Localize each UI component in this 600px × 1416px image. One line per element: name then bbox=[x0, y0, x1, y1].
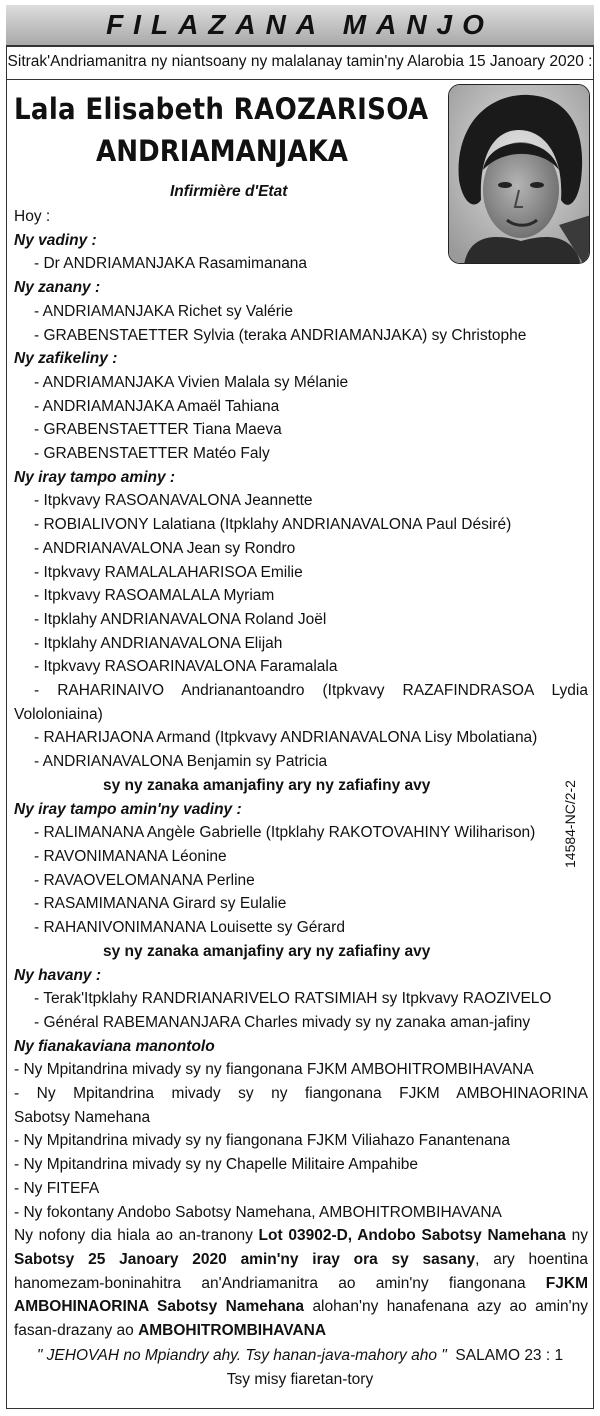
list-item: - Dr ANDRIAMANJAKA Rasamimanana bbox=[34, 255, 308, 273]
divider bbox=[6, 79, 594, 80]
notice-body bbox=[14, 205, 588, 1343]
list-item: - RALIMANANA Angèle Gabrielle (Itpklahy RAKOTOVAHINY Wiliharison) bbox=[34, 824, 536, 842]
reference-code: 14584-NC/2-2 bbox=[562, 780, 578, 868]
list-item: - GRABENSTAETTER Sylvia (teraka ANDRIAMANJAKA) sy Christophe bbox=[34, 326, 527, 344]
list-item-continuation: Vololoniaina) bbox=[14, 705, 103, 723]
section-closing: sy ny zanaka amanjafiny ary ny zafiafiny avy bbox=[103, 776, 431, 794]
section-closing: sy ny zanaka amanjafiny ary ny zafiafiny avy bbox=[103, 942, 431, 960]
announcement-date: Sabotsy 25 Janoary 2020 amin'ny iray ora sy sasany bbox=[14, 1250, 476, 1268]
announcement-church: FJKM AMBOHINAORINA Sabotsy Namehana bbox=[14, 1274, 588, 1316]
list-item: - Itpklahy ANDRIANAVALONA Roland Joël bbox=[34, 610, 327, 628]
list-item: - Terak'Itpklahy RANDRIANARIVELO RATSIMIAH sy Itpkvavy RAOZIVELO bbox=[34, 990, 552, 1008]
hoy-label: Hoy : bbox=[14, 208, 51, 225]
list-item: - Itpkvavy RASOARINAVALONA Faramalala bbox=[34, 658, 338, 676]
section-heading-fianakaviana: Ny fianakaviana manontolo bbox=[14, 1037, 215, 1055]
list-item: - RAHARINAIVO Andrianantoandro (Itpkvavy RAZAFINDRASOA Lydia bbox=[34, 682, 588, 700]
list-item: - RAVAOVELOMANANA Perline bbox=[34, 871, 255, 889]
announcement-text: , ary hoentina hanomezam-boninahitra an'Andriamanitra ao amin'ny fiangonana bbox=[14, 1250, 588, 1292]
footer-note: Tsy misy fiaretan-tory bbox=[226, 1371, 374, 1388]
list-item: - ANDRIANAVALONA Jean sy Rondro bbox=[34, 539, 296, 557]
intro-line: Sitrak'Andriamanitra ny niantsoany ny malalanay tamin'ny Alarobia 15 Janoary 2020 : bbox=[7, 53, 593, 70]
list-item: - RAHANIVONIMANANA Louisette sy Gérard bbox=[34, 919, 345, 937]
list-item: - ANDRIAMANJAKA Amaël Tahiana bbox=[34, 397, 280, 415]
list-item: - Ny fokontany Andobo Sabotsy Namehana, AMBOHITROMBIHAVANA bbox=[14, 1203, 502, 1221]
deceased-name-line1: Lala Elisabeth RAOZARISOA bbox=[14, 92, 429, 126]
announcement-text: alohan'ny hanafenana azy ao amin'ny fasan-drazany ao bbox=[14, 1298, 588, 1340]
section-heading-tampo: Ny iray tampo aminy : bbox=[14, 468, 176, 486]
quote-reference: SALAMO 23 : 1 bbox=[455, 1347, 564, 1364]
banner-title: FILAZANA MANJO bbox=[6, 5, 594, 47]
section-heading-zafikeliny: Ny zafikeliny : bbox=[14, 350, 118, 368]
list-item: - Itpkvavy RAMALALAHARISOA Emilie bbox=[34, 563, 303, 581]
announcement-text: Ny nofony dia hiala ao an-tranony bbox=[14, 1227, 259, 1245]
section-heading-vadiny: Ny vadiny : bbox=[14, 231, 97, 249]
list-item: - Itpkvavy RASOANAVALONA Jeannette bbox=[34, 492, 313, 510]
section-heading-zanany: Ny zanany : bbox=[14, 279, 101, 297]
section-heading-tampo-vadiny: Ny iray tampo amin'ny vadiny : bbox=[14, 800, 242, 818]
deceased-name-line2: ANDRIAMANJAKA bbox=[96, 134, 348, 168]
scripture-quote bbox=[6, 1347, 594, 1365]
list-item: - Itpkvavy RASOAMALALA Myriam bbox=[34, 587, 275, 605]
list-item: - Ny Mpitandrina mivady sy ny Chapelle Militaire Ampahibe bbox=[14, 1156, 419, 1174]
list-item: - Itpklahy ANDRIANAVALONA Elijah bbox=[34, 634, 283, 652]
list-item: - Ny Mpitandrina mivady sy ny fiangonana FJKM AMBOHINAORINA bbox=[14, 1085, 588, 1103]
list-item: - Ny FITEFA bbox=[14, 1179, 100, 1197]
section-heading-havany: Ny havany : bbox=[14, 966, 102, 984]
list-item: - RASAMIMANANA Girard sy Eulalie bbox=[34, 895, 287, 913]
quote-text: " JEHOVAH no Mpiandry ahy. Tsy hanan-java-mahory aho " bbox=[36, 1347, 447, 1364]
announcement-burial-place: AMBOHITROMBIHAVANA bbox=[138, 1322, 327, 1340]
funeral-announcement bbox=[14, 1224, 588, 1343]
list-item: - ANDRIAMANJAKA Vivien Malala sy Mélanie bbox=[34, 373, 349, 391]
list-item: - RAVONIMANANA Léonine bbox=[34, 847, 227, 865]
list-item: - ROBIALIVONY Lalatiana (Itpklahy ANDRIANAVALONA Paul Désiré) bbox=[34, 516, 512, 534]
list-item: - GRABENSTAETTER Tiana Maeva bbox=[34, 421, 282, 439]
announcement-address: Lot 03902-D, Andobo Sabotsy Namehana bbox=[258, 1227, 566, 1245]
list-item: - ANDRIAMANJAKA Richet sy Valérie bbox=[34, 302, 293, 320]
deceased-title: Infirmière d'Etat bbox=[170, 183, 288, 200]
list-item: - ANDRIANAVALONA Benjamin sy Patricia bbox=[34, 753, 328, 771]
list-item-continuation: Sabotsy Namehana bbox=[14, 1108, 151, 1126]
list-item: - Ny Mpitandrina mivady sy ny fiangonana FJKM AMBOHITROMBIHAVANA bbox=[14, 1061, 534, 1079]
list-item: - Ny Mpitandrina mivady sy ny fiangonana FJKM Viliahazo Fanantenana bbox=[14, 1132, 510, 1150]
list-item: - RAHARIJAONA Armand (Itpkvavy ANDRIANAVALONA Lisy Mbolatiana) bbox=[34, 729, 538, 747]
announcement-text: ny bbox=[565, 1227, 588, 1245]
list-item: - GRABENSTAETTER Matéo Faly bbox=[34, 445, 270, 463]
list-item: - Général RABEMANANJARA Charles mivady sy ny zanaka aman-jafiny bbox=[34, 1013, 531, 1031]
